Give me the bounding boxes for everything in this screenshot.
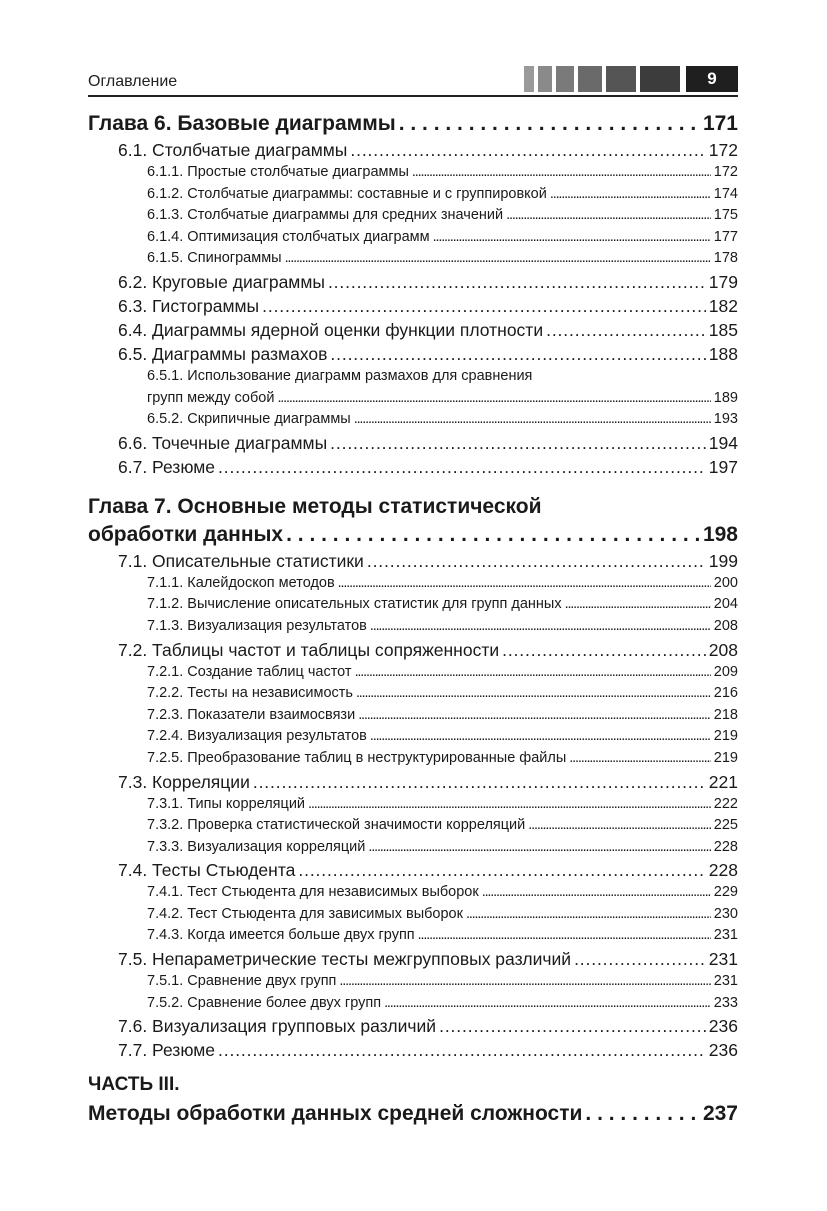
entry-page: 171 xyxy=(702,112,738,135)
entry-page: 231 xyxy=(713,927,738,944)
entry-title: 7.1.1. Калейдоскоп методов xyxy=(147,574,335,591)
entry-title: 6.4. Диаграммы ядерной оценки функции плотности xyxy=(118,319,544,340)
entry-title: Методы обработки данных средней сложности xyxy=(88,1102,583,1126)
entry-page: 209 xyxy=(713,663,738,680)
entry-title: 7.5.1. Сравнение двух групп xyxy=(147,973,337,990)
entry-title: 7.1.3. Визуализация результатов xyxy=(147,617,367,634)
table-of-contents xyxy=(88,112,738,1130)
entry-page: 194 xyxy=(708,432,738,453)
entry-page: 189 xyxy=(713,389,738,406)
entry-page: 231 xyxy=(708,949,738,970)
entry-page: 233 xyxy=(713,994,738,1011)
decorative-bars xyxy=(524,66,738,92)
toc-section-7-3[interactable] xyxy=(88,772,738,796)
toc-subsection-6-5-1[interactable] xyxy=(88,390,738,412)
entry-title: 7.5.2. Сравнение более двух групп xyxy=(147,994,382,1011)
entry-title: 6.1.5. Спинограммы xyxy=(147,250,282,267)
entry-title: 7.3. Корреляции xyxy=(118,771,250,792)
entry-title: групп между собой xyxy=(147,389,275,406)
toc-subsection-6-1-3[interactable] xyxy=(88,207,738,229)
entry-title: 7.2.2. Тесты на независимость xyxy=(147,685,353,702)
toc-chapter-7[interactable] xyxy=(88,523,738,551)
entry-page: 204 xyxy=(713,596,738,613)
toc-subsection-7-2-2[interactable] xyxy=(88,685,738,707)
entry-title: 6.5. Диаграммы размахов xyxy=(118,343,328,364)
entry-title: 7.1.2. Вычисление описательных статистик для групп данных xyxy=(147,596,562,613)
entry-page: 236 xyxy=(708,1016,738,1037)
entry-page: 229 xyxy=(713,884,738,901)
toc-subsection-7-2-3[interactable] xyxy=(88,707,738,729)
entry-page: 179 xyxy=(708,271,738,292)
entry-title: 6.1.2. Столбчатые диаграммы: составные и с группировкой xyxy=(147,185,547,202)
toc-subsection-7-3-3[interactable] xyxy=(88,839,738,861)
entry-title: 6.1.1. Простые столбчатые диаграммы xyxy=(147,164,409,180)
toc-section-6-6[interactable] xyxy=(88,433,738,457)
entry-title: 6.5.2. Скрипичные диаграммы xyxy=(147,411,351,428)
toc-subsection-6-1-5[interactable] xyxy=(88,250,738,272)
entry-title: 7.4.3. Когда имеется больше двух групп xyxy=(147,927,415,944)
entry-title: 6.1.3. Столбчатые диаграммы для средних значений xyxy=(147,207,504,224)
toc-section-6-3[interactable] xyxy=(88,296,738,320)
toc-section-6-5[interactable] xyxy=(88,344,738,368)
entry-title: 7.5. Непараметрические тесты межгрупповых различий xyxy=(118,949,572,970)
entry-title: 6.3. Гистограммы xyxy=(118,295,260,316)
toc-subsection-7-5-1[interactable] xyxy=(88,973,738,995)
entry-page: 216 xyxy=(713,685,738,702)
page-number: 9 xyxy=(686,66,738,92)
toc-subsection-7-1-2[interactable] xyxy=(88,596,738,618)
toc-subsection-7-3-1[interactable] xyxy=(88,796,738,818)
entry-page: 178 xyxy=(713,250,738,267)
entry-page: 221 xyxy=(708,771,738,792)
toc-subsection-6-1-1[interactable] xyxy=(88,164,738,186)
entry-title: 6.2. Круговые диаграммы xyxy=(118,271,325,292)
entry-title: 6.1. Столбчатые диаграммы xyxy=(118,140,348,160)
page-header xyxy=(88,66,738,96)
entry-title: 7.2.4. Визуализация результатов xyxy=(147,728,367,745)
entry-title: 7.2.1. Создание таблиц частот xyxy=(147,663,352,680)
entry-page: 199 xyxy=(708,550,738,571)
toc-section-6-4[interactable] xyxy=(88,320,738,344)
entry-title: 7.2.5. Преобразование таблиц в неструктурированные файлы xyxy=(147,749,567,766)
bar-2 xyxy=(538,66,552,92)
entry-title: 7.1. Описательные статистики xyxy=(118,550,364,571)
header-rule xyxy=(88,95,738,97)
toc-subsection-7-5-2[interactable] xyxy=(88,995,738,1017)
entry-page: 200 xyxy=(713,574,738,591)
entry-page: 182 xyxy=(708,295,738,316)
entry-page: 188 xyxy=(708,343,738,364)
entry-title: обработки данных xyxy=(88,522,284,546)
entry-page: 208 xyxy=(708,639,738,660)
toc-section-7-4[interactable] xyxy=(88,860,738,884)
bar-1 xyxy=(524,66,534,92)
entry-page: 218 xyxy=(713,706,738,723)
toc-subsection-7-2-4[interactable] xyxy=(88,728,738,750)
entry-title: 7.2.3. Показатели взаимосвязи xyxy=(147,706,356,723)
entry-page: 236 xyxy=(708,1040,738,1061)
entry-page: 197 xyxy=(708,456,738,477)
toc-section-7-1[interactable] xyxy=(88,551,738,575)
entry-page: 177 xyxy=(713,228,738,245)
entry-page: 231 xyxy=(713,973,738,990)
toc-subsection-6-1-2[interactable] xyxy=(88,186,738,208)
entry-title: 6.1.4. Оптимизация столбчатых диаграмм xyxy=(147,228,430,245)
toc-chapter-6[interactable] xyxy=(88,112,738,140)
toc-subsection-7-4-2[interactable] xyxy=(88,906,738,928)
entry-title: 6.6. Точечные диаграммы xyxy=(118,432,328,453)
toc-subsection-7-1-1[interactable] xyxy=(88,575,738,597)
entry-page: 172 xyxy=(713,164,738,180)
toc-subsection-7-1-3[interactable] xyxy=(88,618,738,640)
entry-title: 7.2. Таблицы частот и таблицы сопряженности xyxy=(118,639,500,660)
entry-page: 175 xyxy=(713,207,738,224)
bar-6 xyxy=(640,66,680,92)
entry-title: Глава 6. Базовые диаграммы xyxy=(88,112,396,135)
toc-subsection-7-4-3[interactable] xyxy=(88,927,738,949)
toc-part-3[interactable] xyxy=(88,1102,738,1130)
toc-subsection-7-3-2[interactable] xyxy=(88,817,738,839)
entry-page: 228 xyxy=(713,838,738,855)
toc-subsection-6-5-1-line1[interactable]: 6.5.1. Использование диаграмм размахов для сравнения xyxy=(147,367,533,384)
bar-3 xyxy=(556,66,574,92)
entry-title: 7.4.1. Тест Стьюдента для независимых выборок xyxy=(147,884,479,901)
entry-page: 198 xyxy=(702,522,738,546)
toc-section-7-2[interactable] xyxy=(88,640,738,664)
entry-page: 172 xyxy=(708,140,738,160)
entry-page: 185 xyxy=(708,319,738,340)
entry-title: 6.7. Резюме xyxy=(118,456,216,477)
toc-section-6-2[interactable] xyxy=(88,272,738,296)
toc-section-6-7[interactable] xyxy=(88,457,738,481)
toc-subsection-7-2-5[interactable] xyxy=(88,750,738,772)
bar-5 xyxy=(606,66,636,92)
entry-page: 174 xyxy=(713,185,738,202)
toc-subsection-7-2-1[interactable] xyxy=(88,664,738,686)
entry-title: 7.3.3. Визуализация корреляций xyxy=(147,838,366,855)
bar-4 xyxy=(578,66,602,92)
entry-title: 7.3.1. Типы корреляций xyxy=(147,795,306,812)
entry-title: 7.4.2. Тест Стьюдента для зависимых выборок xyxy=(147,905,463,922)
entry-page: 222 xyxy=(713,795,738,812)
toc-subsection-7-4-1[interactable] xyxy=(88,884,738,906)
toc-section-6-1[interactable] xyxy=(88,140,738,164)
toc-subsection-6-1-4[interactable] xyxy=(88,229,738,251)
entry-page: 228 xyxy=(708,860,738,881)
entry-title: 7.7. Резюме xyxy=(118,1040,216,1061)
entry-page: 219 xyxy=(713,749,738,766)
toc-section-7-6[interactable] xyxy=(88,1016,738,1040)
entry-page: 230 xyxy=(713,905,738,922)
toc-part-3-label[interactable]: ЧАСТЬ III. xyxy=(88,1074,180,1096)
running-head-title: Оглавление xyxy=(88,73,178,90)
entry-title: 7.6. Визуализация групповых различий xyxy=(118,1016,437,1037)
entry-page: 237 xyxy=(702,1102,738,1126)
entry-page: 219 xyxy=(713,728,738,745)
entry-title: 7.4. Тесты Стьюдента xyxy=(118,860,296,881)
entry-page: 208 xyxy=(713,617,738,634)
entry-page: 193 xyxy=(713,411,738,428)
toc-section-7-7[interactable] xyxy=(88,1040,738,1064)
toc-section-7-5[interactable] xyxy=(88,949,738,973)
toc-chapter-7-line1[interactable]: Глава 7. Основные методы статистической xyxy=(88,494,542,518)
entry-page: 225 xyxy=(713,817,738,834)
toc-subsection-6-5-2[interactable] xyxy=(88,411,738,433)
entry-title: 7.3.2. Проверка статистической значимости корреляций xyxy=(147,817,526,834)
